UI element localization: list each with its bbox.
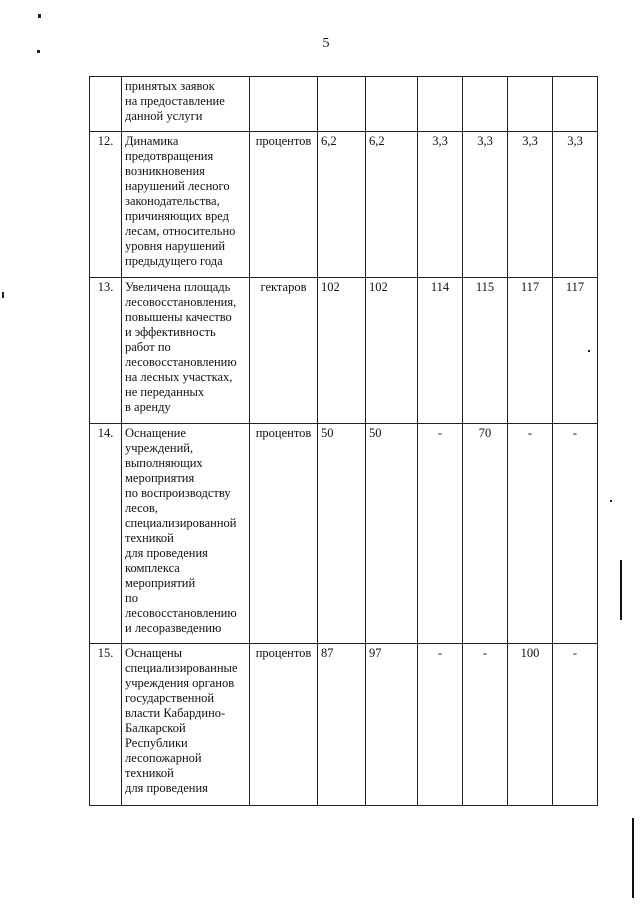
row-number-cell: 14. — [90, 424, 122, 644]
value-cell: 115 — [463, 278, 508, 424]
value-cell: 6,2 — [366, 132, 418, 278]
value-cell: - — [553, 424, 598, 644]
table-row — [90, 278, 598, 424]
scan-speck — [37, 50, 40, 53]
scan-speck — [38, 14, 41, 18]
value-cell: 50 — [318, 424, 366, 644]
indicator-name-cell: Оснащение учреждений, выполняющих мероприятия по воспроизводству лесов, специализированной техникой для проведения комплекса мероприятий по лесовосстановлению и лесоразведению — [122, 424, 250, 644]
value-cell — [366, 77, 418, 132]
value-cell: 102 — [366, 278, 418, 424]
row-number-cell: 12. — [90, 132, 122, 278]
value-cell: 87 — [318, 644, 366, 806]
value-cell — [553, 77, 598, 132]
value-cell: 117 — [508, 278, 553, 424]
indicator-name-cell: Динамика предотвращения возникновения нарушений лесного законодательства, причиняющих вред лесам, относительно уровня нарушений предыдущего года — [122, 132, 250, 278]
value-cell: - — [463, 644, 508, 806]
value-cell: 3,3 — [553, 132, 598, 278]
value-cell: 100 — [508, 644, 553, 806]
value-cell: - — [553, 644, 598, 806]
value-cell: 50 — [366, 424, 418, 644]
table-row — [90, 644, 598, 806]
value-cell: 114 — [418, 278, 463, 424]
value-cell: 70 — [463, 424, 508, 644]
row-number-cell: 15. — [90, 644, 122, 806]
indicator-name-cell: Оснащены специализированные учреждения органов государственной власти Кабардино- Балкарской Республики лесопожарной техникой для проведения — [122, 644, 250, 806]
unit-cell: процентов — [250, 132, 318, 278]
row-number-cell: 13. — [90, 278, 122, 424]
indicator-name-cell: Увеличена площадь лесовосстановления, повышены качество и эффективность работ по лесовосстановлению на лесных участках, не переданных в аренду — [122, 278, 250, 424]
table-row — [90, 77, 598, 132]
unit-cell — [250, 77, 318, 132]
table-row — [90, 132, 598, 278]
value-cell: - — [508, 424, 553, 644]
indicator-name-cell: принятых заявок на предоставление данной услуги — [122, 77, 250, 132]
scan-speck — [2, 292, 4, 298]
value-cell — [418, 77, 463, 132]
scan-edge-line — [620, 560, 622, 620]
value-cell: 3,3 — [508, 132, 553, 278]
value-cell: 3,3 — [463, 132, 508, 278]
value-cell: 6,2 — [318, 132, 366, 278]
scan-speck — [610, 500, 612, 502]
table-row — [90, 424, 598, 644]
unit-cell: гектаров — [250, 278, 318, 424]
value-cell — [318, 77, 366, 132]
indicators-table — [89, 76, 598, 806]
value-cell — [463, 77, 508, 132]
value-cell: - — [418, 424, 463, 644]
value-cell: 117 — [553, 278, 598, 424]
value-cell: - — [418, 644, 463, 806]
value-cell — [508, 77, 553, 132]
value-cell: 3,3 — [418, 132, 463, 278]
scan-edge-line — [632, 818, 634, 898]
value-cell: 102 — [318, 278, 366, 424]
unit-cell: процентов — [250, 424, 318, 644]
row-number-cell — [90, 77, 122, 132]
unit-cell: процентов — [250, 644, 318, 806]
page-number: 5 — [322, 36, 330, 51]
value-cell: 97 — [366, 644, 418, 806]
